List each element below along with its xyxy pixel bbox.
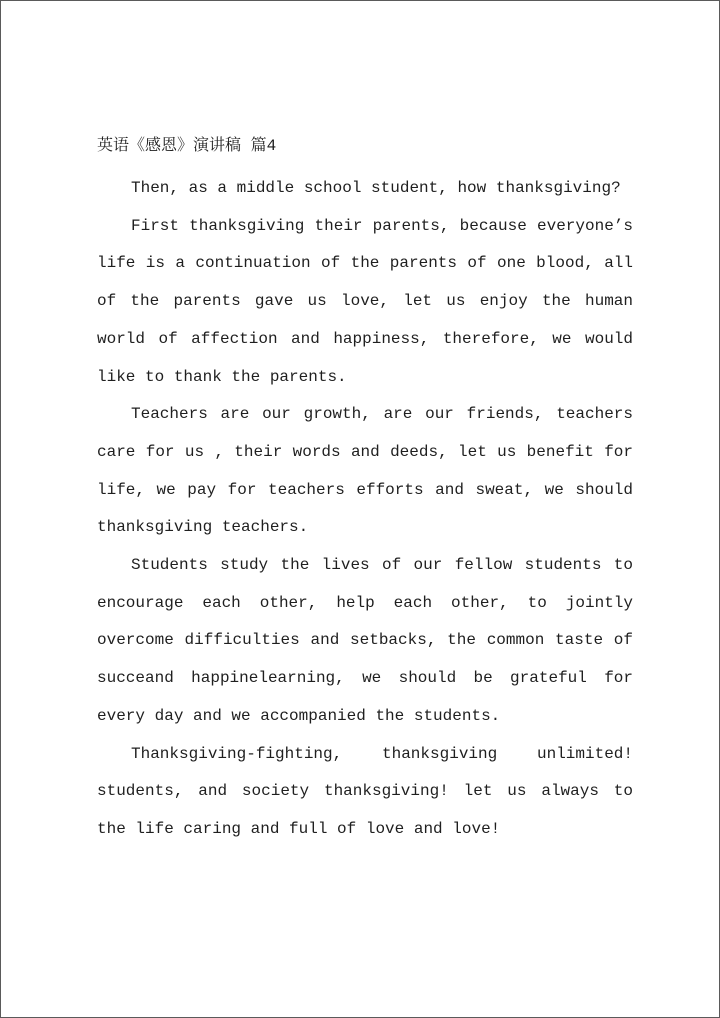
- paragraph-question: Then, as a middle school student, how thanksgiving?: [131, 179, 621, 197]
- paragraph-students: Students study the lives of our fellow students to encourage each other, help each other, to jointly overcome difficulties and setbacks, the common taste of succeand happinelearning, we should be grateful for every day and we accompanied the students.: [97, 556, 633, 725]
- document-title: 英语《感恩》演讲稿 篇4: [97, 137, 277, 155]
- paragraph-parents: First thanksgiving their parents, because everyone’s life is a continuation of the parents of one blood, all of the parents gave us love, let us enjoy the human world of affection and happiness, therefore, we would like to thank the parents.: [97, 216, 633, 386]
- paragraph-society: Thanksgiving-fighting, thanksgiving unlimited! students, and society thanksgiving! let us always to the life caring and full of love and love!: [97, 744, 633, 838]
- document-body: [97, 132, 633, 849]
- paragraph-teachers: Teachers are our growth, are our friends, teachers care for us , their words and deeds, let us benefit for life, we pay for teachers efforts and sweat, we should thanksgiving teachers.: [97, 405, 633, 537]
